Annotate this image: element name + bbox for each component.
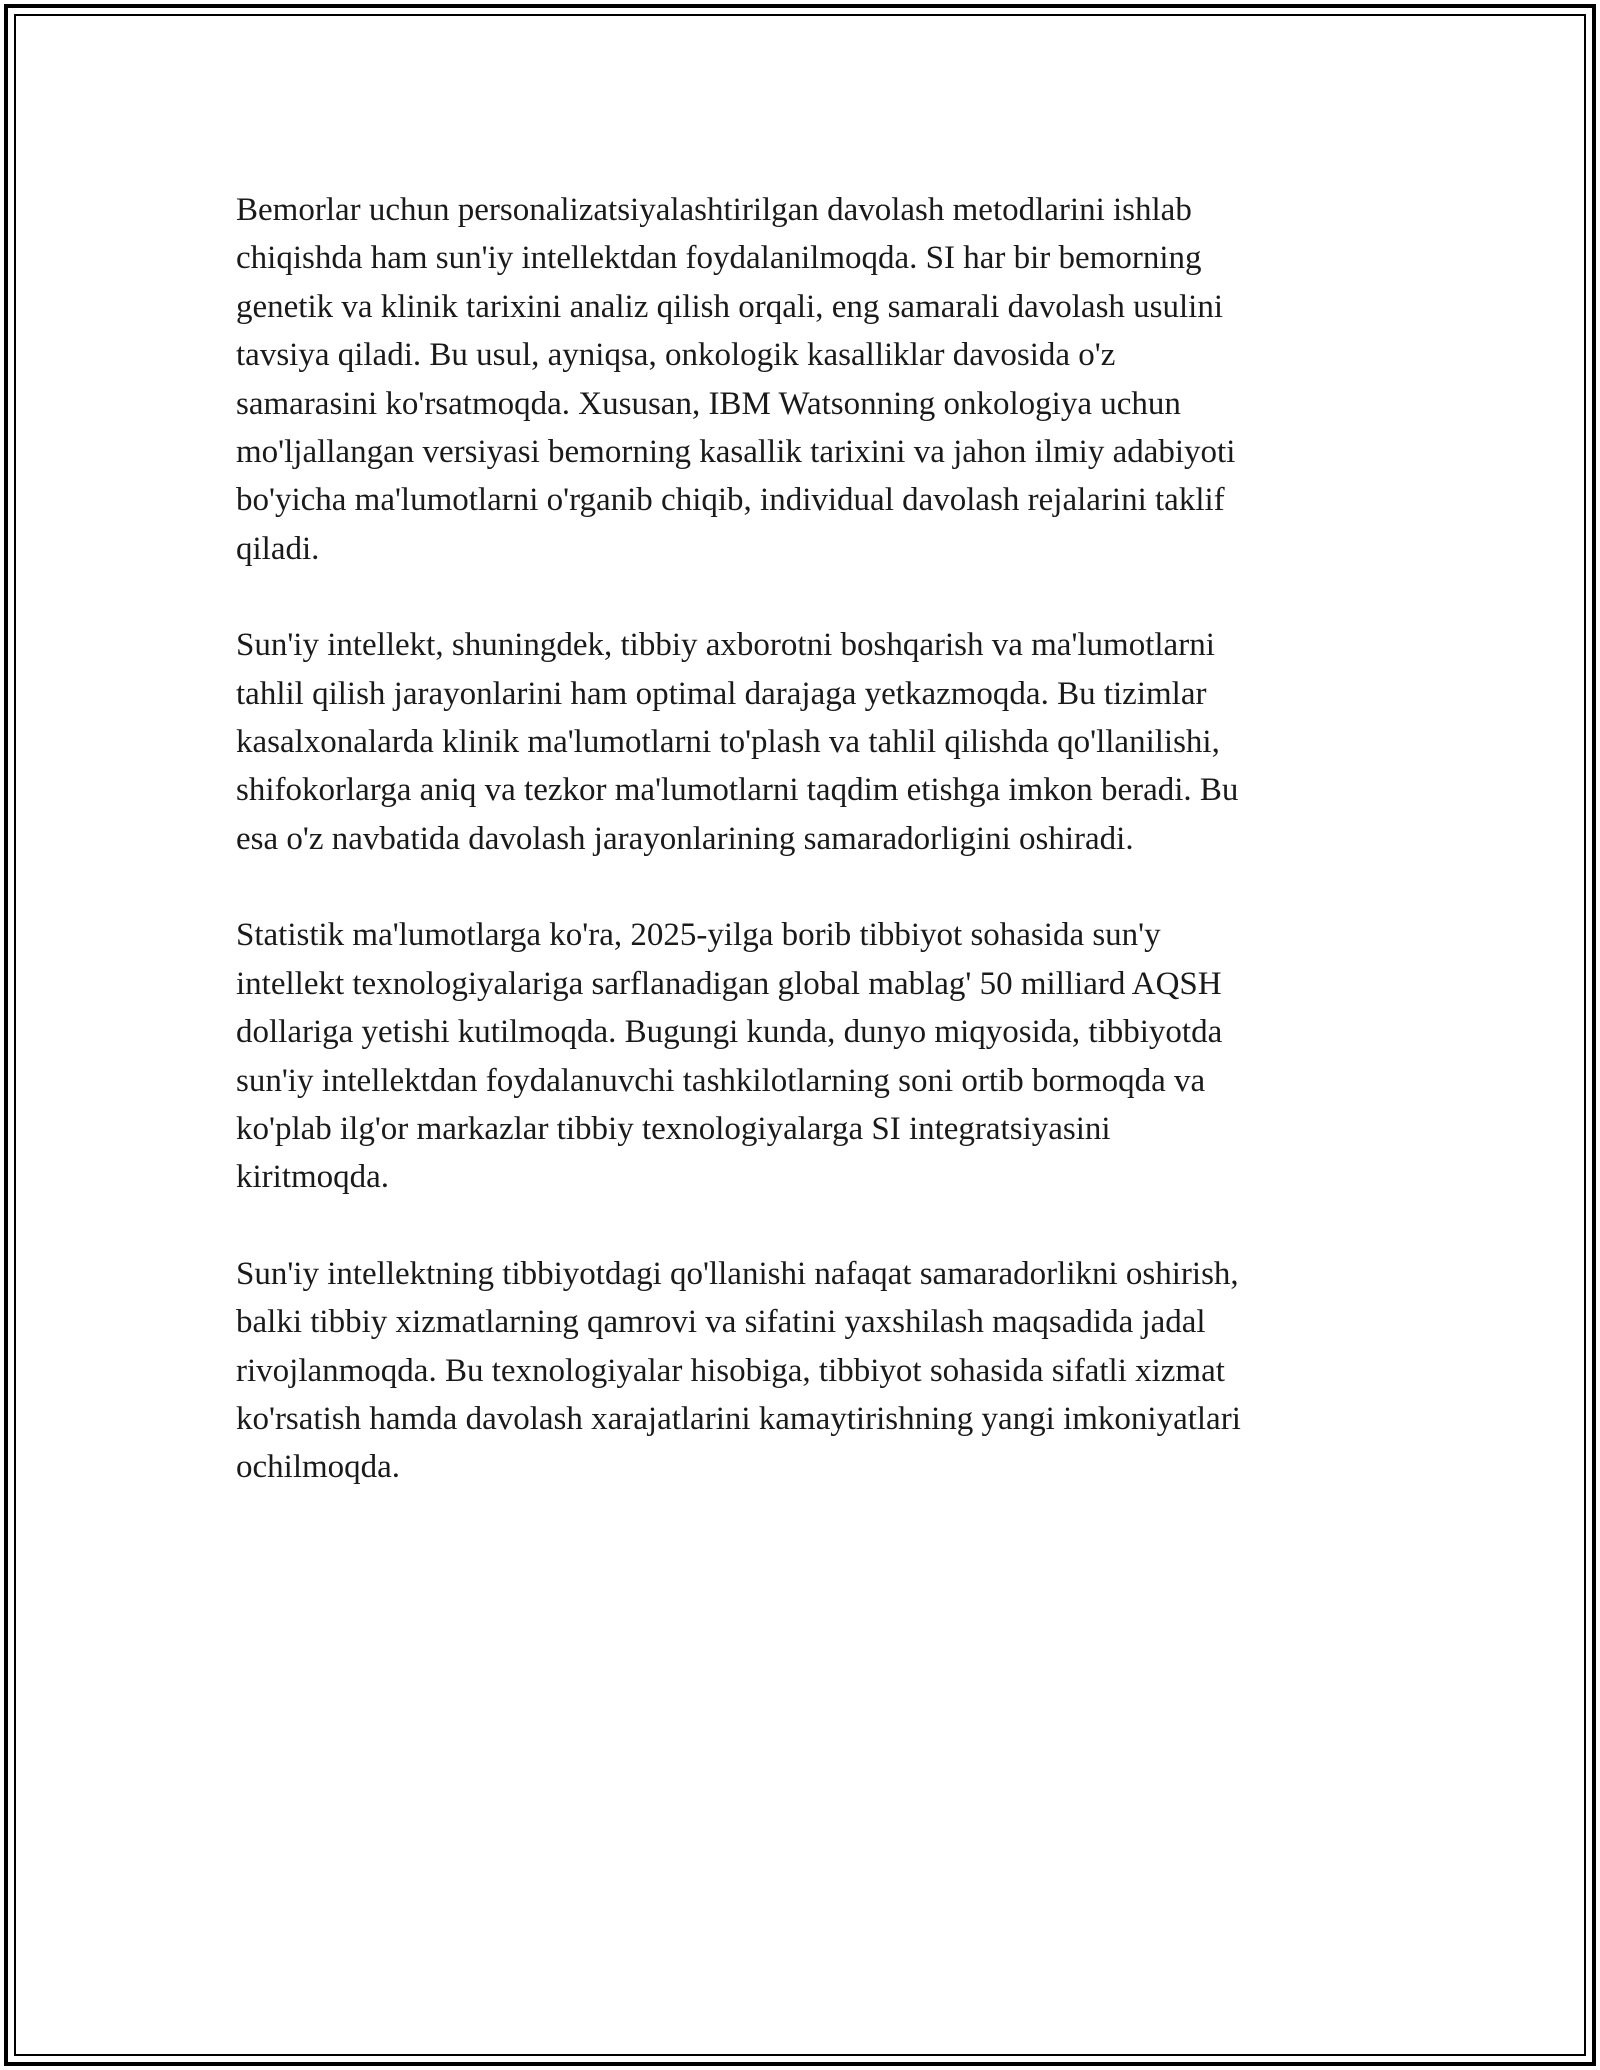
- text-line: ko'plab ilg'or markazlar tibbiy texnologiyalarga SI integratsiyasini: [236, 1110, 1111, 1147]
- text-line: genetik va klinik tarixini analiz qilish orqali, eng samarali davolash usulini: [236, 288, 1224, 325]
- paragraph-3: [236, 911, 1366, 1201]
- text-line: Statistik ma'lumotlarga ko'ra, 2025-yilga borib tibbiyot sohasida sun'y: [236, 917, 1161, 954]
- text-line: mo'ljallangan versiyasi bemorning kasallik tarixini va jahon ilmiy adabiyoti: [236, 434, 1236, 471]
- paragraph-2: [236, 621, 1366, 863]
- text-line: kiritmoqda.: [236, 1159, 390, 1196]
- text-line: tahlil qilish jarayonlarini ham optimal darajaga yetkazmoqda. Bu tizimlar: [236, 675, 1207, 712]
- text-line: intellekt texnologiyalariga sarflanadigan global mablag' 50 milliard AQSH: [236, 965, 1222, 1002]
- text-line: samarasini ko'rsatmoqda. Xususan, IBM Watsonning onkologiya uchun: [236, 385, 1181, 422]
- text-line: ko'rsatish hamda davolash xarajatlarini kamaytirishning yangi imkoniyatlari: [236, 1400, 1241, 1437]
- text-line: qiladi.: [236, 530, 320, 567]
- paragraph-4: [236, 1250, 1366, 1492]
- text-line: rivojlanmoqda. Bu texnologiyalar hisobiga, tibbiyot sohasida sifatli xizmat: [236, 1352, 1225, 1389]
- text-line: ochilmoqda.: [236, 1449, 401, 1486]
- paragraph-1: [236, 186, 1366, 573]
- text-line: esa o'z navbatida davolash jarayonlarining samaradorligini oshiradi.: [236, 820, 1134, 857]
- document-body: [236, 186, 1366, 1540]
- text-line: dollariga yetishi kutilmoqda. Bugungi kunda, dunyo miqyosida, tibbiyotda: [236, 1014, 1223, 1051]
- text-line: chiqishda ham sun'iy intellektdan foydalanilmoqda. SI har bir bemorning: [236, 240, 1202, 277]
- text-line: balki tibbiy xizmatlarning qamrovi va sifatini yaxshilash maqsadida jadal: [236, 1304, 1206, 1341]
- text-line: tavsiya qiladi. Bu usul, ayniqsa, onkologik kasalliklar davosida o'z: [236, 337, 1116, 374]
- text-line: kasalxonalarda klinik ma'lumotlarni to'plash va tahlil qilishda qo'llanilishi,: [236, 724, 1220, 761]
- text-line: Sun'iy intellektning tibbiyotdagi qo'llanishi nafaqat samaradorlikni oshirish,: [236, 1255, 1239, 1292]
- text-line: Bemorlar uchun personalizatsiyalashtirilgan davolash metodlarini ishlab: [236, 192, 1192, 228]
- text-line: Sun'iy intellekt, shuningdek, tibbiy axborotni boshqarish va ma'lumotlarni: [236, 627, 1215, 664]
- text-line: sun'iy intellektdan foydalanuvchi tashkilotlarning soni ortib bormoqda va: [236, 1062, 1206, 1099]
- text-line: shifokorlarga aniq va tezkor ma'lumotlarni taqdim etishga imkon beradi. Bu: [236, 772, 1239, 809]
- text-line: bo'yicha ma'lumotlarni o'rganib chiqib, individual davolash rejalarini taklif: [236, 482, 1225, 519]
